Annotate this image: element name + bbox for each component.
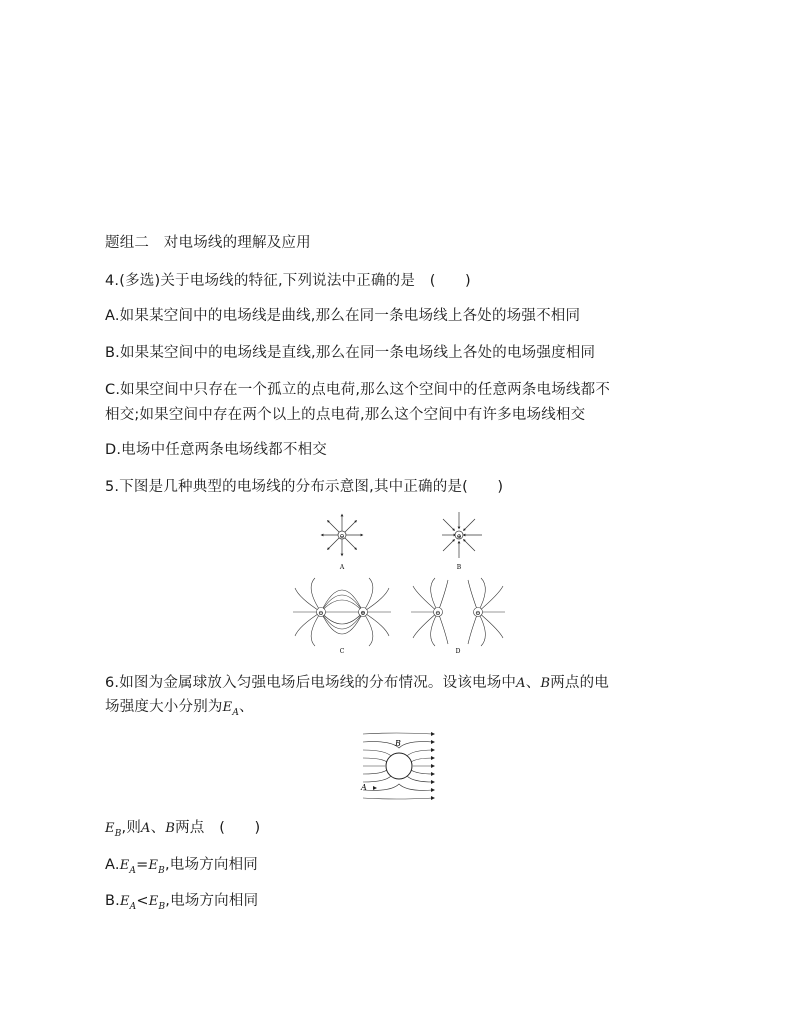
diagram-b-charge: ⊕ (456, 533, 462, 540)
diagram-b (442, 512, 482, 558)
question-4-option-b: B.如果某空间中的电场线是直线,那么在同一条电场线上各处的电场强度相同 (105, 345, 596, 361)
diagram-a-charge: ⊖ (339, 533, 345, 540)
q6-stem-line3-text: ,则 (121, 820, 142, 836)
e-subscript-opt-a1: A (129, 865, 137, 876)
question-4-option-c-line1: C.如果空间中只存在一个孤立的点电荷,那么这个空间中的任意两条电场线都不 (105, 382, 611, 398)
diagram-c-right-charge: ⊕ (360, 609, 366, 617)
option-b-text: ,电场方向相同 (165, 893, 259, 909)
question-4-option-a: A.如果某空间中的电场线是曲线,那么在同一条电场线上各处的场强不相同 (105, 308, 581, 324)
q6-separator: 、 (525, 675, 541, 691)
diagram-a-label: A (339, 564, 345, 571)
diagram-d-right-charge: ⊖ (475, 609, 481, 617)
option-b-relation: < (136, 893, 149, 909)
question-6-stem-line2 (105, 697, 254, 723)
figure-point-b: B (395, 739, 401, 748)
diagram-c-left-charge: ⊖ (318, 609, 324, 617)
question-6-option-a (105, 855, 258, 881)
diagram-d (411, 578, 505, 646)
diagram-d-label: D (455, 648, 461, 655)
question-6-option-b (105, 891, 258, 917)
point-b-label: B (540, 676, 551, 691)
figure-point-a: A (361, 783, 367, 792)
q6-stem-line2-text: 场强度大小分别为 (105, 699, 223, 715)
e-subscript-opt-a2: B (158, 865, 165, 876)
question-6-stem-line1 (105, 673, 609, 694)
diagram-c (293, 578, 391, 646)
diagram-b-label: B (456, 564, 462, 571)
question-6-stem-line3 (105, 818, 260, 844)
q6-stem-text: 6.如图为金属球放入匀强电场后电场线的分布情况。设该电场中 (105, 675, 517, 691)
e-symbol-opt-b2: E (148, 894, 159, 909)
q6-stem-line2-end: 、 (239, 699, 254, 715)
q6-separator-2: 、 (150, 820, 166, 836)
point-a-label: A (516, 676, 526, 691)
question-4-option-d: D.电场中任意两条电场线都不相交 (105, 442, 327, 458)
option-a-text: ,电场方向相同 (164, 857, 258, 873)
point-a-label-2: A (141, 821, 151, 836)
e-symbol-opt-a1: E (119, 858, 130, 873)
e-subscript-b: B (114, 828, 122, 839)
e-symbol-opt-b1: E (119, 894, 130, 909)
question-4-stem: 4.(多选)关于电场线的特征,下列说法中正确的是 ( ) (105, 273, 471, 289)
e-subscript-a: A (232, 707, 240, 718)
option-b-prefix: B. (105, 893, 120, 909)
question-4-option-c-line2: 相交;如果空间中存在两个以上的点电荷,那么这个空间中有许多电场线相交 (105, 407, 586, 423)
e-subscript-opt-b2: B (158, 901, 166, 912)
e-symbol-opt-a2: E (148, 858, 159, 873)
q6-stem-line3-end: 两点 ( ) (175, 820, 261, 836)
option-a-prefix: A. (105, 857, 120, 873)
e-symbol: E (222, 700, 233, 715)
section-title: 题组二 对电场线的理解及应用 (105, 235, 311, 251)
diagram-d-left-charge: ⊖ (435, 609, 441, 617)
option-a-relation: = (136, 857, 149, 873)
point-b-label-2: B (165, 821, 176, 836)
q6-stem-text-end: 两点的电 (550, 675, 610, 691)
e-symbol-b: E (105, 821, 115, 836)
e-subscript-opt-b1: A (129, 901, 137, 912)
field-lines-figure (285, 508, 505, 658)
question-5-stem: 5.下图是几种典型的电场线的分布示意图,其中正确的是( ) (105, 479, 504, 495)
metal-sphere-figure (355, 728, 440, 804)
diagram-c-label: C (339, 648, 345, 655)
